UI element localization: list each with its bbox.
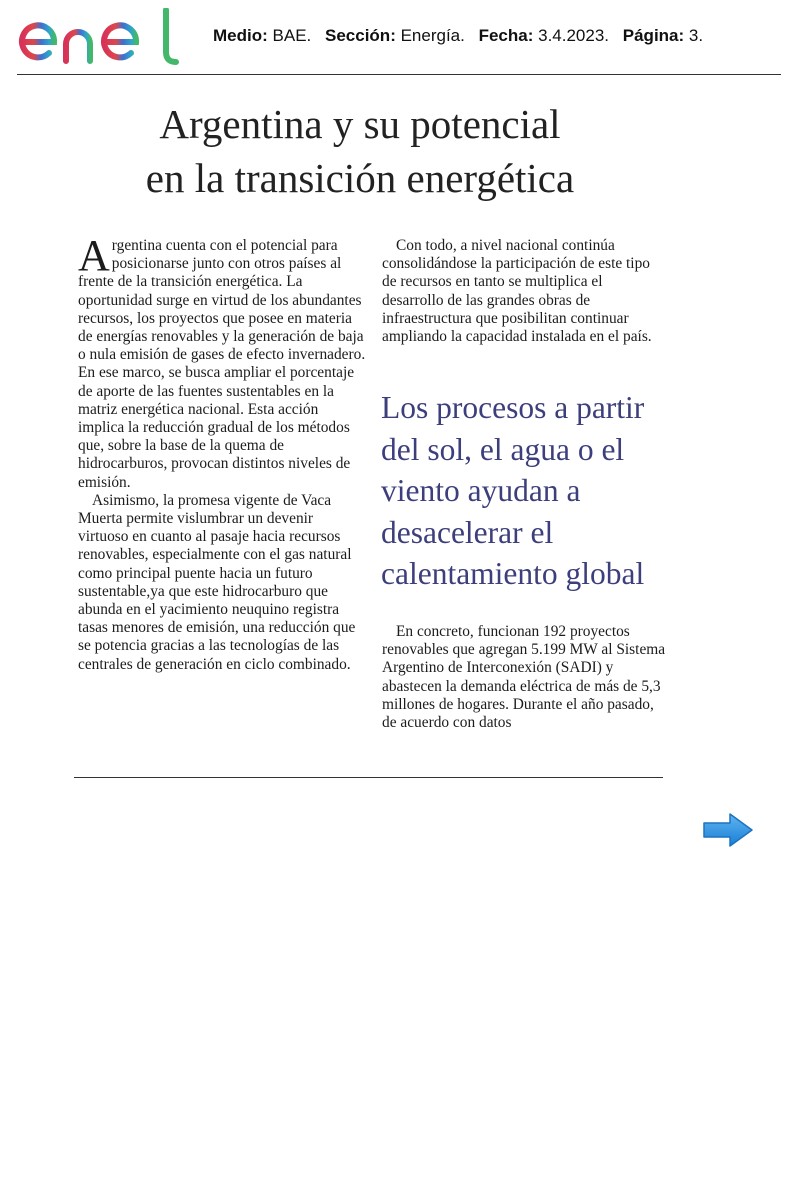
- paragraph-3: [382, 237, 667, 346]
- paragraph-2-text: Asimismo, la promesa vigente de Vaca Muerta permite vislumbrar un devenir virtuoso en cuanto al pasaje hacia recursos renovables, especialmente con el gas natural como principal puente hacia un futuro sustentable,ya que este hidrocarburo que abunda en el yacimiento neuquino registra tasas menores de emisión, una reducción que se potencia gracias a las tecnologías de las centrales de generación en ciclo combinado.: [78, 491, 356, 673]
- seccion-label: Sección:: [325, 26, 396, 45]
- pagina-label: Página:: [622, 26, 685, 45]
- article-column-1: [78, 231, 366, 674]
- seccion-value: Energía.: [400, 26, 465, 45]
- article-column-2-continued: [382, 623, 667, 732]
- article-column-2: [382, 237, 667, 346]
- enel-logo: [16, 8, 184, 68]
- title-line-2: en la transición energética: [145, 155, 575, 201]
- fecha-value: 3.4.2023.: [538, 26, 610, 45]
- fecha-label: Fecha:: [478, 26, 534, 45]
- header-divider: [17, 74, 781, 75]
- publication-meta: [213, 26, 703, 46]
- paragraph-1: [78, 231, 366, 492]
- drop-cap: A: [78, 231, 110, 280]
- title-line-1: Argentina y su potencial: [159, 101, 561, 147]
- paragraph-4-text: En concreto, funcionan 192 proyectos renovables que agregan 5.199 MW al Sistema Argentino de Interconexión (SADI) y abastecen la demanda eléctrica de más de 5,3 millones de hogares. Durante el año pasado, de acuerdo con datos: [382, 623, 666, 732]
- arrow-right-icon[interactable]: [702, 812, 754, 848]
- article-title: [90, 97, 630, 205]
- medio-value: BAE.: [272, 26, 312, 45]
- paragraph-1-text: rgentina cuenta con el potencial para posicionarse junto con otros países al frente de la transición energética. La oportunidad surge en virtud de los abundantes recursos, los proyectos que posee en materia de energías renovables y la generación de baja o nula emisión de gases de efecto invernadero. En ese marco, se busca ampliar el porcentaje de aporte de las fuentes sustentables en la matriz energética nacional. Esta acción implica la reducción gradual de los métodos que, sobre la base de la quema de hidrocarburos, provocan distintos niveles de emisión.: [78, 237, 366, 491]
- pull-quote: Los procesos a partir del sol, el agua o el viento ayudan a desacelerar el calentamiento global: [381, 390, 645, 591]
- paragraph-2: [78, 492, 366, 674]
- medio-label: Medio:: [213, 26, 268, 45]
- paragraph-3-text: Con todo, a nivel nacional continúa consolidándose la participación de este tipo de recursos en tanto se multiplica el desarrollo de las grandes obras de infraestructura que posibilitan continuar ampliando la capacidad instalada en el país.: [382, 237, 652, 346]
- paragraph-4: [382, 623, 667, 732]
- article-bottom-divider: [74, 777, 663, 778]
- pagina-value: 3.: [688, 26, 704, 45]
